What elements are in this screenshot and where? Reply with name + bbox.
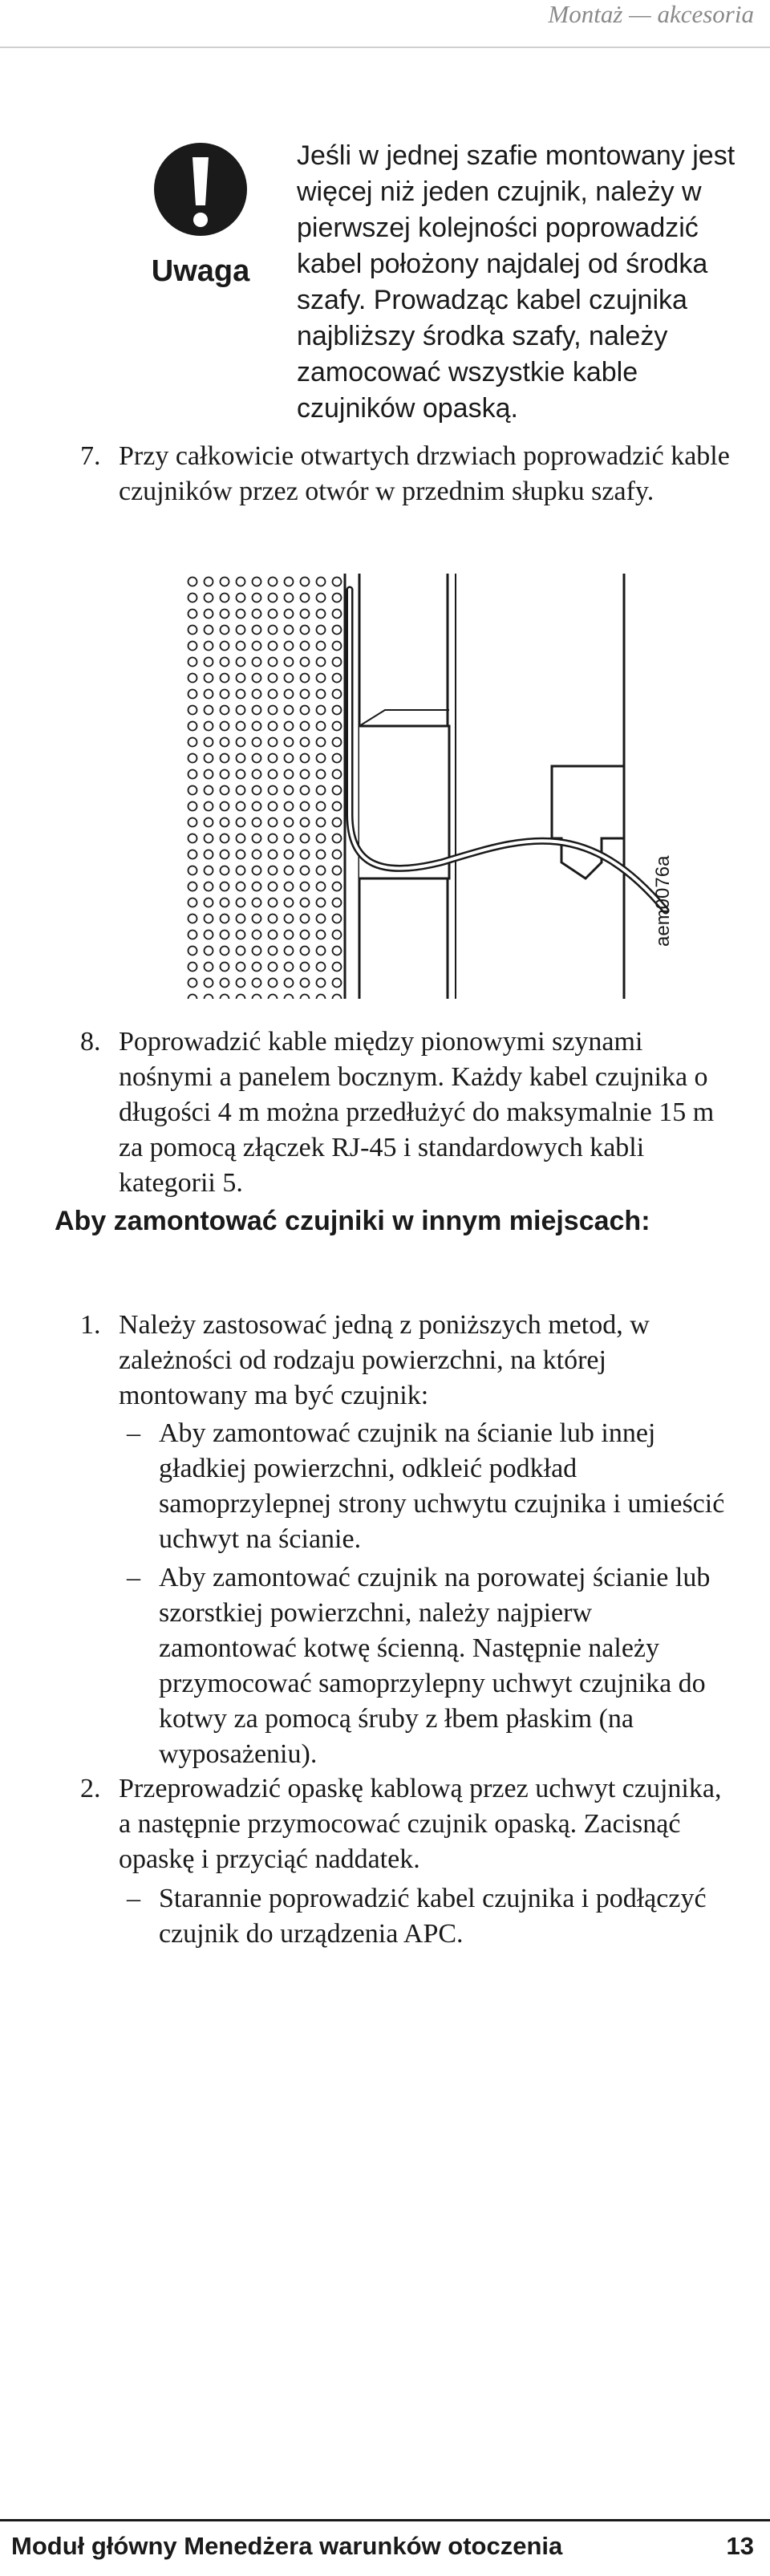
cable-routing-illustration — [184, 574, 682, 1011]
bullet-dash: – — [127, 1563, 140, 1592]
step-7 — [80, 439, 738, 509]
caution-icon-label: Uwaga — [151, 254, 250, 288]
step-number: 8. — [80, 1027, 101, 1057]
bullet-dash: – — [127, 1884, 140, 1913]
bullet-text: Aby zamontować czujnik na ścianie lub innej gładkiej powierzchni, odkleić podkład samoprzylepnej strony uchwytu czujnika i umieścić uchwyt na ścianie. — [159, 1418, 725, 1554]
step-2 — [80, 1771, 738, 1877]
step-text: Należy zastosować jedną z poniższych metod, w zależności od rodzaju powierzchni, na której montowany ma być czujnik: — [119, 1310, 650, 1410]
header-rule — [0, 47, 770, 48]
note-text: Jeśli w jednej szafie montowany jest więcej niż jeden czujnik, należy w pierwszej kolejności poprowadzić kabel położony najdalej od środka szafy. Prowadząc kabel czujnika najbliższy środka szafy, należy zamocować wszystkie kable czujników opaską. — [297, 140, 736, 424]
footer-rule — [0, 2519, 770, 2521]
caution-icon — [141, 138, 260, 290]
bullet-text: Aby zamontować czujnik na porowatej ścianie lub szorstkiej powierzchni, należy najpierw zamontować kotwę ścienną. Następnie należy przymocować samoprzylepny uchwyt czujnika do kotwy za pomocą śruby z łbem płaskim (na wyposażeniu). — [159, 1563, 711, 1769]
step-8 — [80, 1024, 738, 1201]
step-number: 1. — [80, 1310, 101, 1340]
footer-title: Moduł główny Menedżera warunków otoczenia — [11, 2532, 563, 2560]
step-text: Przeprowadzić opaskę kablową przez uchwyt czujnika, a następnie przymocować czujnik opaską. Zacisnąć opaskę i przyciąć naddatek. — [119, 1774, 722, 1874]
bullet-item — [127, 1416, 736, 1557]
step-text: Przy całkowicie otwartych drzwiach poprowadzić kable czujników przez otwór w przednim słupku szafy. — [119, 441, 730, 506]
perforated-door-panel — [184, 574, 345, 999]
page-number: 13 — [726, 2532, 754, 2560]
section-heading: Aby zamontować czujniki w innym miejscach: — [55, 1206, 650, 1236]
post-opening — [359, 726, 449, 878]
running-header: Montaż — akcesoria — [548, 0, 754, 28]
bullet-item — [127, 1881, 736, 1952]
bullet-text: Starannie poprowadzić kabel czujnika i podłączyć czujnik do urządzenia APC. — [159, 1884, 707, 1949]
step-number: 7. — [80, 441, 101, 471]
step-1 — [80, 1308, 738, 1414]
figure-code: aem0076a — [652, 855, 674, 947]
step-text: Poprowadzić kable między pionowymi szynami nośnymi a panelem bocznym. Każdy kabel czujnika o długości 4 m można przedłużyć do maksymalnie 15 m za pomocą złączek RJ-45 i standardowych kabli kategorii 5. — [119, 1027, 715, 1198]
step-number: 2. — [80, 1774, 101, 1803]
bullet-dash: – — [127, 1418, 140, 1448]
bullet-item — [127, 1560, 736, 1772]
